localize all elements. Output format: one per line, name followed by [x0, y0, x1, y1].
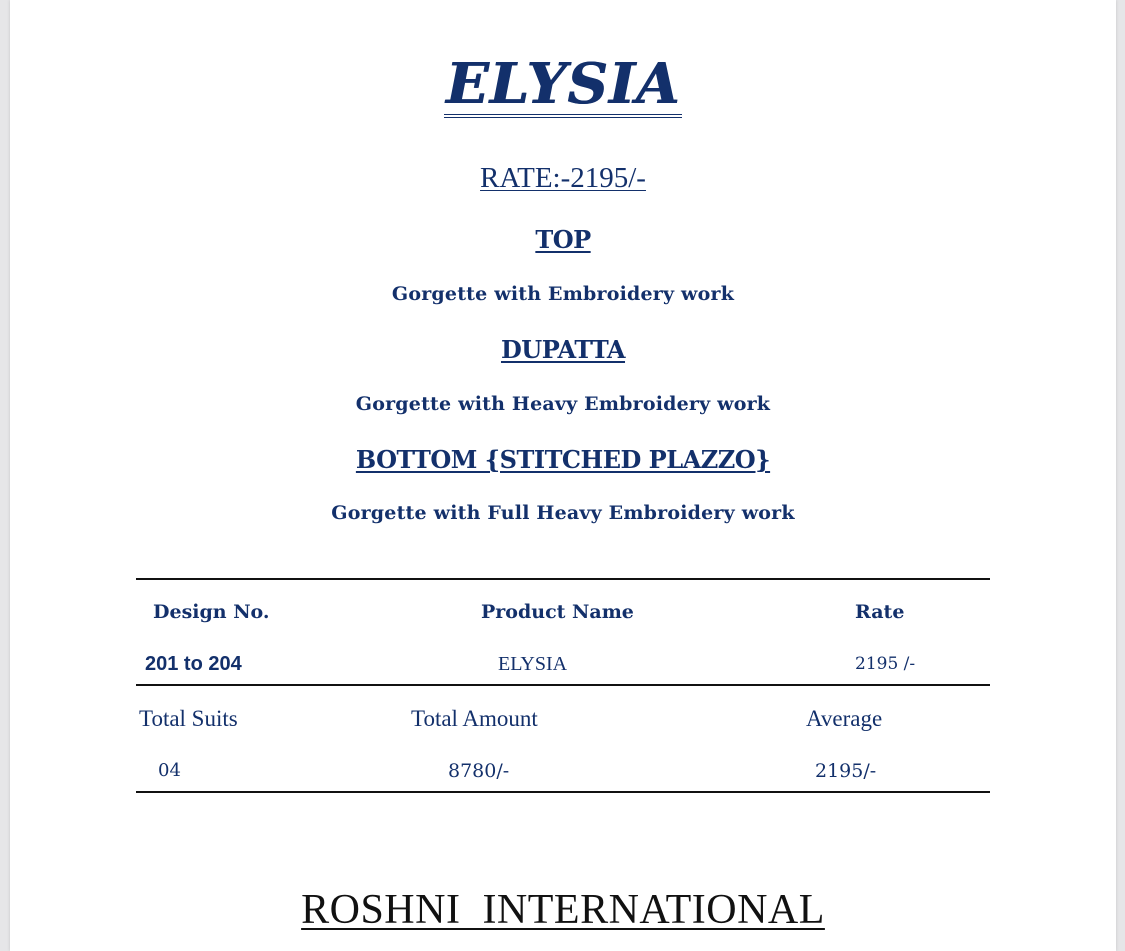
dupatta-description: Gorgette with Heavy Embroidery work	[355, 393, 771, 415]
product-name-value: ELYSIA	[498, 653, 568, 675]
design-no-value: 201 to 204	[145, 653, 242, 675]
rate-line: RATE:-2195/-	[480, 162, 646, 194]
header-design-no: Design No.	[153, 601, 270, 623]
header-average: Average	[806, 706, 883, 731]
header-rate: Rate	[855, 601, 905, 623]
table-bottom-rule	[136, 791, 990, 793]
catalog-page	[10, 0, 1116, 951]
total-suits-value: 04	[158, 760, 181, 781]
table-top-rule	[136, 578, 990, 580]
bottom-heading: BOTTOM {STITCHED PLAZZO}	[355, 445, 771, 474]
dupatta-heading: DUPATTA	[500, 335, 626, 364]
rate-value: 2195 /-	[855, 654, 916, 674]
header-product-name: Product Name	[481, 601, 634, 623]
table-middle-rule	[136, 684, 990, 686]
company-name: ROSHNI INTERNATIONAL	[301, 887, 825, 933]
bottom-description: Gorgette with Full Heavy Embroidery work	[331, 502, 795, 524]
top-description: Gorgette with Embroidery work	[391, 283, 735, 305]
header-total-amount: Total Amount	[411, 706, 538, 731]
header-total-suits: Total Suits	[139, 706, 238, 731]
top-heading: TOP	[535, 225, 591, 254]
total-amount-value: 8780/-	[448, 760, 510, 782]
average-value: 2195/-	[815, 760, 877, 782]
brand-title: ELYSIA	[445, 51, 681, 117]
